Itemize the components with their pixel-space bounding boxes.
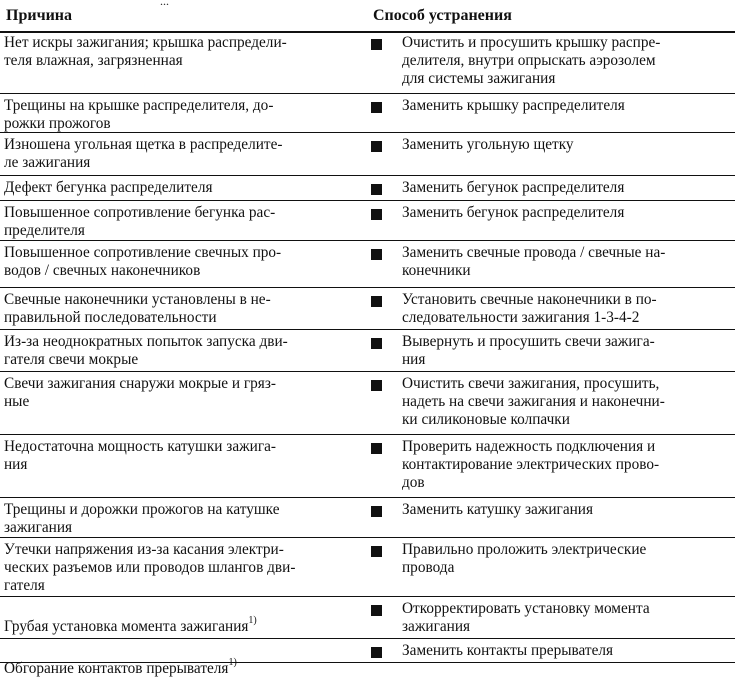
cause-cell: Трещины и дорожки прожогов на катушке зажигания: [4, 501, 280, 536]
cause-cell: [4, 642, 360, 678]
fix-cell: Заменить бегунок распределителя: [402, 179, 625, 196]
table-row: [0, 330, 735, 372]
fix-cell: Заменить крышку распределителя: [402, 97, 625, 114]
fix-cell: Заменить контакты прерывателя: [402, 642, 614, 659]
table-row: [0, 498, 735, 538]
table-row: [0, 435, 735, 498]
square-bullet-icon: [371, 184, 382, 195]
fix-cell: Установить свечные наконечники в по- следовательности зажигания 1-3-4-2: [402, 291, 657, 326]
square-bullet-icon: [371, 39, 382, 50]
square-bullet-icon: [371, 605, 382, 616]
fix-cell: Проверить надежность подключения и контактирование электрических прово- дов: [402, 438, 660, 491]
square-bullet-icon: [371, 338, 382, 349]
square-bullet-icon: [371, 647, 382, 658]
table-row: [0, 176, 735, 201]
table-header: [0, 0, 735, 33]
fix-cell: Откорректировать установку момента зажигания: [402, 600, 650, 635]
table-row: [0, 639, 735, 677]
table-row: [0, 538, 735, 597]
fix-cell: Правильно проложить электрические провода: [402, 541, 647, 576]
table-row: [0, 31, 735, 94]
cause-text: Грубая установка момента зажигания: [4, 618, 249, 635]
cause-cell: Утечки напряжения из-за касания электри- ческих разъемов или проводов шлангов дви- гателя: [4, 541, 296, 594]
square-bullet-icon: [371, 209, 382, 220]
table-row: [0, 201, 735, 241]
cause-column-header: Причина: [6, 7, 73, 24]
cause-cell: Повышенное сопротивление свечных про- водов / свечных наконечников: [4, 244, 282, 279]
cause-cell: [4, 600, 360, 636]
square-bullet-icon: [371, 506, 382, 517]
square-bullet-icon: [371, 443, 382, 454]
table-row: [0, 288, 735, 330]
cause-text: Обгорание контактов прерывателя: [4, 660, 229, 677]
square-bullet-icon: [371, 249, 382, 260]
cause-cell: Свечи зажигания снаружи мокрые и гряз- ные: [4, 375, 276, 410]
table-row: [0, 241, 735, 288]
fix-cell: Заменить угольную щетку: [402, 136, 574, 153]
cause-cell: Дефект бегунка распределителя: [4, 179, 213, 196]
square-bullet-icon: [371, 546, 382, 557]
square-bullet-icon: [371, 102, 382, 113]
table-row: [0, 597, 735, 639]
fix-column-header: Способ устранения: [373, 7, 512, 24]
cause-cell: Свечные наконечники установлены в не- правильной последовательности: [4, 291, 271, 326]
cause-cell: Изношена угольная щетка в распределите- ле зажигания: [4, 136, 283, 171]
fix-cell: Вывернуть и просушить свечи зажига- ния: [402, 333, 655, 368]
fix-cell: Заменить бегунок распределителя: [402, 204, 625, 221]
fix-cell: Заменить катушку зажигания: [402, 501, 594, 518]
fix-cell: Очистить свечи зажигания, просушить, надеть на свечи зажигания и наконечни- ки силиконовые колпачки: [402, 375, 665, 428]
table-row: [0, 372, 735, 435]
fix-cell: Заменить свечные провода / свечные на- конечники: [402, 244, 666, 279]
cause-cell: Трещины на крышке распределителя, до- рожки прожогов: [4, 97, 274, 132]
cause-cell: Нет искры зажигания; крышка распредели- теля влажная, загрязненная: [4, 34, 287, 69]
cause-cell: Недостаточна мощность катушки зажига- ния: [4, 438, 277, 473]
footnote-marker: 1): [248, 615, 257, 626]
cause-cell: Повышенное сопротивление бегунка рас- пределителя: [4, 204, 276, 239]
table-row: [0, 94, 735, 133]
fix-cell: Очистить и просушить крышку распре- делителя, внутри опрыскать аэрозолем для системы зажигания: [402, 34, 661, 87]
cause-cell: Из-за неоднократных попыток запуска дви- гателя свечи мокрые: [4, 333, 288, 368]
top-fragment-text: ...: [160, 0, 169, 8]
footnote-marker: 1): [228, 657, 237, 668]
square-bullet-icon: [371, 296, 382, 307]
table-row: [0, 133, 735, 176]
square-bullet-icon: [371, 380, 382, 391]
square-bullet-icon: [371, 141, 382, 152]
